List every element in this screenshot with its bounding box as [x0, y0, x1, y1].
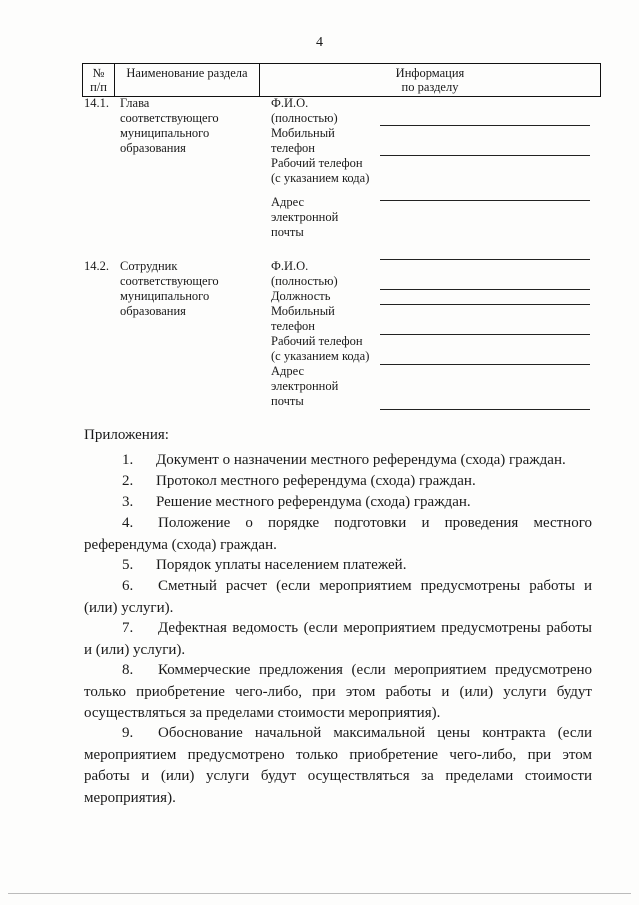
- fio-blank-line[interactable]: [380, 125, 590, 126]
- work-phone-blank-line[interactable]: [380, 364, 590, 365]
- header-col-section: Наименование раздела: [126, 66, 248, 80]
- list-item: 8. Коммерческие предложения (если мероприятием предусмотрено только приобретение чего-либо, при этом работы и (или) услуги будут осуществляться за пределами стоимости мероприятия).: [84, 662, 592, 721]
- page-bottom-edge: [8, 893, 631, 894]
- row-section: Сотрудник соответствующего муниципального образования: [120, 259, 219, 318]
- fio-blank-line[interactable]: [380, 289, 590, 290]
- work-phone-blank-line[interactable]: [380, 200, 590, 201]
- mobile-phone-blank-line[interactable]: [380, 334, 590, 335]
- list-item: 4. Положение о порядке подготовки и проведения местного референдума (схода) граждан.: [84, 515, 592, 553]
- email-blank-line[interactable]: [380, 259, 590, 260]
- page-number: 4: [316, 35, 323, 50]
- row-number: 14.2.: [84, 259, 109, 273]
- list-item: 3. Решение местного референдума (схода) граждан.: [122, 494, 471, 510]
- row-number: 14.1.: [84, 96, 109, 110]
- row-section: Глава соответствующего муниципального образования: [120, 96, 219, 155]
- list-item: 7. Дефектная ведомость (если мероприятием предусмотрены работы и (или) услуги).: [84, 620, 592, 658]
- row-fields: Ф.И.О. (полностью) Должность Мобильный телефон Рабочий телефон (с указанием кода) Адрес электронной почты: [271, 259, 370, 408]
- list-item: 6. Сметный расчет (если мероприятием предусмотрены работы и (или) услуги).: [84, 578, 592, 616]
- mobile-phone-blank-line[interactable]: [380, 155, 590, 156]
- list-item: 9. Обоснование начальной максимальной цены контракта (если мероприятием предусмотрено только приобретение чего-либо, при этом работы и (или) услуги будут осуществляться за пределами стоимости мероприятия).: [84, 725, 592, 806]
- header-col-info: Информация по разделу: [395, 66, 465, 94]
- appendix-title: Приложения:: [84, 427, 169, 443]
- email-blank-line[interactable]: [380, 409, 590, 410]
- list-item: 5. Порядок уплаты населением платежей.: [122, 557, 407, 573]
- list-item: 1. Документ о назначении местного референдума (схода) граждан.: [122, 452, 566, 468]
- row-fields: Ф.И.О. (полностью) Мобильный телефон Рабочий телефон (с указанием кода) Адрес электронной почты: [271, 96, 370, 239]
- position-blank-line[interactable]: [380, 304, 590, 305]
- list-item: 2. Протокол местного референдума (схода) граждан.: [122, 473, 476, 489]
- header-col-number: № п/п: [90, 66, 107, 94]
